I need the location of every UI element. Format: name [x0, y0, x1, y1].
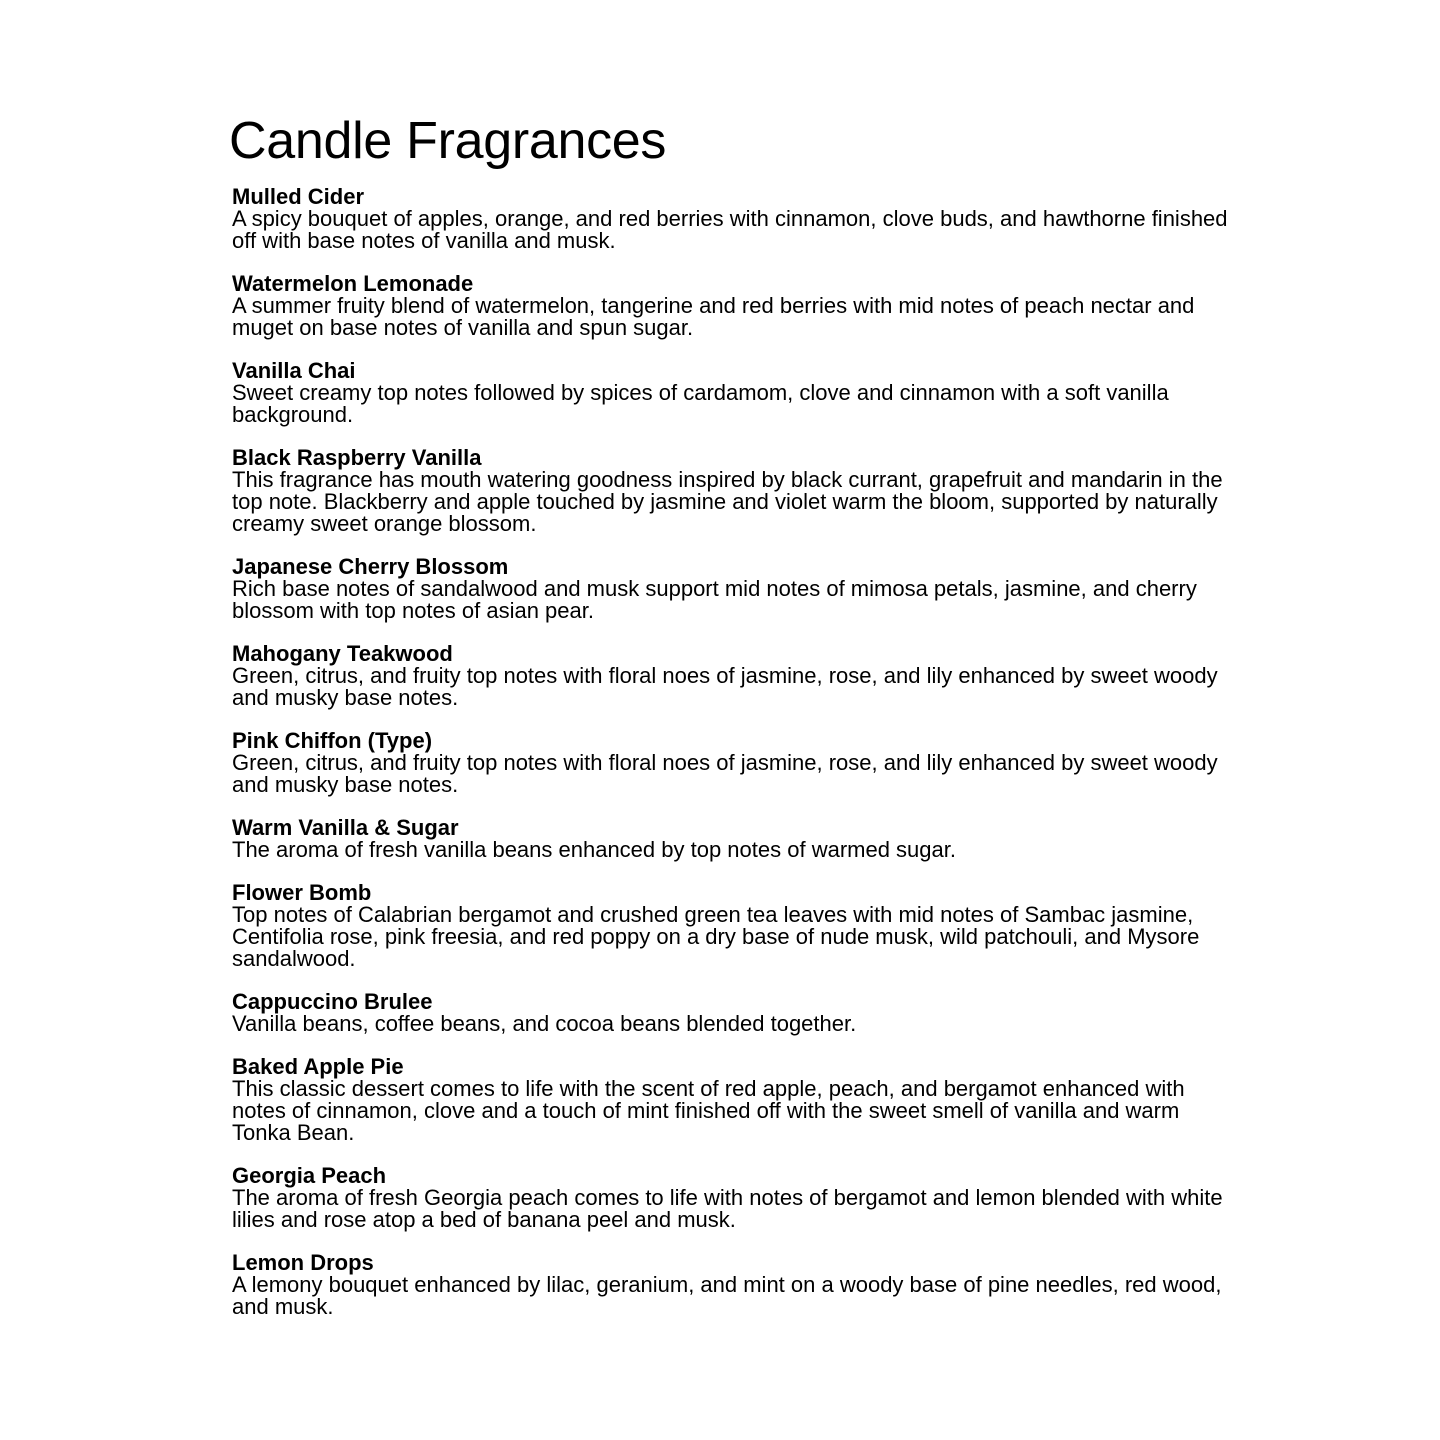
fragrance-name: Lemon Drops	[232, 1250, 374, 1275]
fragrance-name: Mulled Cider	[232, 184, 365, 209]
fragrance-item	[232, 556, 1232, 622]
fragrance-item	[232, 991, 1232, 1035]
fragrance-item	[232, 360, 1232, 426]
fragrance-description: Sweet creamy top notes followed by spices of cardamom, clove and cinnamon with a soft vanilla background.	[232, 380, 1169, 427]
fragrance-name: Georgia Peach	[232, 1163, 387, 1188]
fragrance-description: This fragrance has mouth watering goodness inspired by black currant, grapefruit and mandarin in the top note. Blackberry and apple touched by jasmine and violet warm the bloom, supported by naturally creamy sweet orange blossom.	[232, 467, 1223, 536]
fragrance-name: Mahogany Teakwood	[232, 641, 453, 666]
fragrance-description: A lemony bouquet enhanced by lilac, geranium, and mint on a woody base of pine needles, red wood, and musk.	[232, 1272, 1222, 1319]
fragrance-name: Vanilla Chai	[232, 358, 356, 383]
fragrance-description: The aroma of fresh Georgia peach comes to life with notes of bergamot and lemon blended with white lilies and rose atop a bed of banana peel and musk.	[232, 1185, 1223, 1232]
fragrance-description: Top notes of Calabrian bergamot and crushed green tea leaves with mid notes of Sambac jasmine, Centifolia rose, pink freesia, and red poppy on a dry base of nude musk, wild patchouli, and Mysore sandalwood.	[232, 902, 1200, 971]
fragrance-item	[232, 882, 1232, 970]
fragrance-description: A summer fruity blend of watermelon, tangerine and red berries with mid notes of peach nectar and muget on base notes of vanilla and spun sugar.	[232, 293, 1195, 340]
fragrance-item	[232, 817, 1232, 861]
fragrance-item	[232, 186, 1232, 252]
fragrance-name: Baked Apple Pie	[232, 1054, 404, 1079]
fragrance-description: Green, citrus, and fruity top notes with floral noes of jasmine, rose, and lily enhanced by sweet woody and musky base notes.	[232, 750, 1218, 797]
fragrance-name: Cappuccino Brulee	[232, 989, 433, 1014]
fragrance-name: Black Raspberry Vanilla	[232, 445, 482, 470]
fragrance-name: Japanese Cherry Blossom	[232, 554, 509, 579]
fragrance-name: Watermelon Lemonade	[232, 271, 474, 296]
fragrance-item	[232, 1056, 1232, 1144]
fragrance-description: Green, citrus, and fruity top notes with floral noes of jasmine, rose, and lily enhanced by sweet woody and musky base notes.	[232, 663, 1218, 710]
fragrance-item	[232, 447, 1232, 535]
fragrance-item	[232, 643, 1232, 709]
fragrance-description: A spicy bouquet of apples, orange, and red berries with cinnamon, clove buds, and hawthorne finished off with base notes of vanilla and musk.	[232, 206, 1228, 253]
fragrance-description: The aroma of fresh vanilla beans enhanced by top notes of warmed sugar.	[232, 837, 956, 862]
fragrance-name: Warm Vanilla & Sugar	[232, 815, 459, 840]
fragrance-description: Rich base notes of sandalwood and musk support mid notes of mimosa petals, jasmine, and cherry blossom with top notes of asian pear.	[232, 576, 1197, 623]
fragrance-name: Pink Chiffon (Type)	[232, 728, 433, 753]
document-page	[229, 110, 1232, 1339]
fragrance-item	[232, 730, 1232, 796]
fragrance-description: This classic dessert comes to life with the scent of red apple, peach, and bergamot enhanced with notes of cinnamon, clove and a touch of mint finished off with the sweet smell of vanilla and warm Tonka Bean.	[232, 1076, 1185, 1145]
fragrance-name: Flower Bomb	[232, 880, 372, 905]
fragrance-item	[232, 273, 1232, 339]
page-title: Candle Fragrances	[229, 112, 667, 170]
fragrance-item	[232, 1165, 1232, 1231]
fragrance-description: Vanilla beans, coffee beans, and cocoa beans blended together.	[232, 1011, 857, 1036]
fragrance-item	[232, 1252, 1232, 1318]
fragrance-list	[232, 186, 1232, 1318]
